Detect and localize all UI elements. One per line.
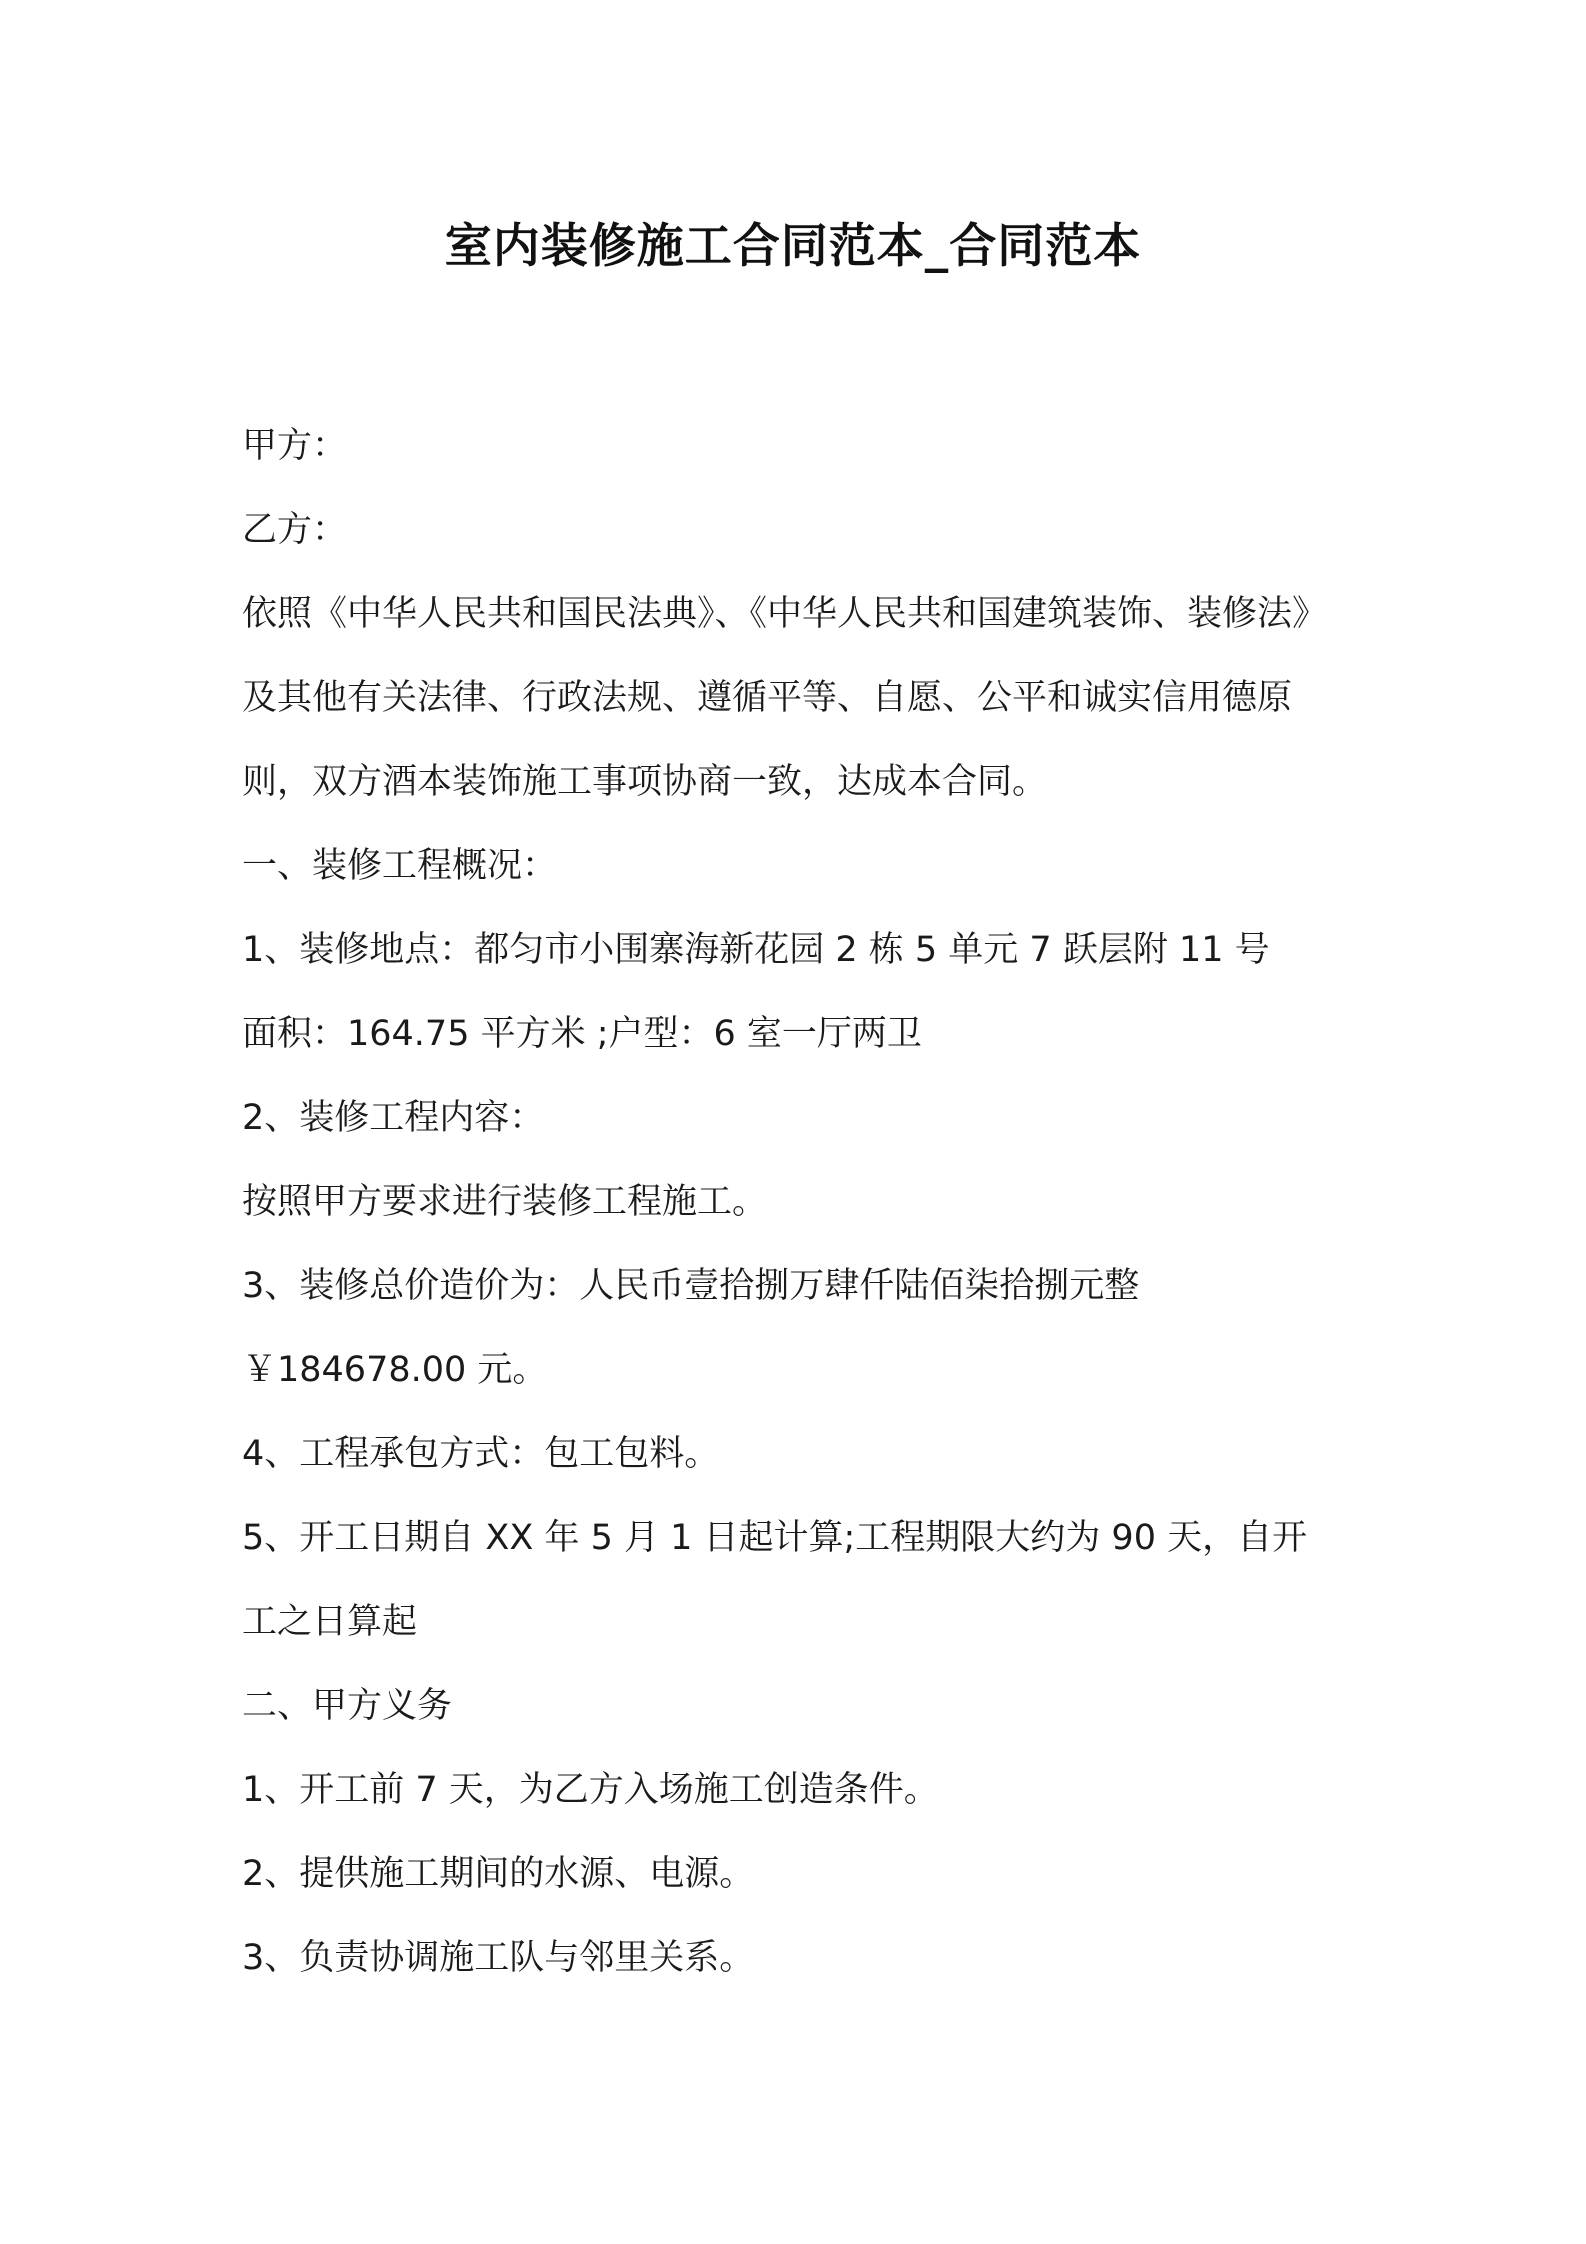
preamble-line-3: 则，双方酒本装饰施工事项协商一致，达成本合同。 xyxy=(242,762,1048,802)
clause-content-heading: 2、装修工程内容： xyxy=(242,1098,545,1138)
clause-location: 1、装修地点：都匀市小围寨海新花园 2 栋 5 单元 7 跃层附 11 号 xyxy=(242,930,1270,970)
clause-area: 面积：164.75 平方米 ;户型：6 室一厅两卫 xyxy=(242,1014,922,1054)
document-body xyxy=(242,404,1362,2000)
duty-item-2: 2、提供施工期间的水源、电源。 xyxy=(242,1854,755,1894)
duty-item-3: 3、负责协调施工队与邻里关系。 xyxy=(242,1938,755,1978)
preamble-line-2: 及其他有关法律、行政法规、遵循平等、自愿、公平和诚实信用德原 xyxy=(242,678,1293,718)
clause-contract-mode: 4、工程承包方式：包工包料。 xyxy=(242,1434,720,1474)
section-heading-party-a-duties: 二、甲方义务 xyxy=(242,1686,453,1726)
clause-start-date: 5、开工日期自 XX 年 5 月 1 日起计算;工程期限大约为 90 天，自开 xyxy=(242,1518,1308,1558)
document-title: 室内装修施工合同范本_合同范本 xyxy=(444,219,1142,274)
clause-total-price: 3、装修总价造价为：人民币壹拾捌万肆仟陆佰柒拾捌元整 xyxy=(242,1266,1140,1306)
clause-price-amount: ￥184678.00 元。 xyxy=(242,1350,548,1390)
clause-start-date-cont: 工之日算起 xyxy=(242,1602,418,1642)
preamble-line-1: 依照《中华人民共和国民法典》、《中华人民共和国建筑装饰、装修法》 xyxy=(242,594,1328,634)
party-b-line: 乙方： xyxy=(242,510,348,550)
clause-content-text: 按照甲方要求进行装修工程施工。 xyxy=(242,1182,768,1222)
section-heading-overview: 一、装修工程概况： xyxy=(242,846,558,886)
duty-item-1: 1、开工前 7 天，为乙方入场施工创造条件。 xyxy=(242,1770,939,1810)
party-a-line: 甲方： xyxy=(242,426,348,466)
